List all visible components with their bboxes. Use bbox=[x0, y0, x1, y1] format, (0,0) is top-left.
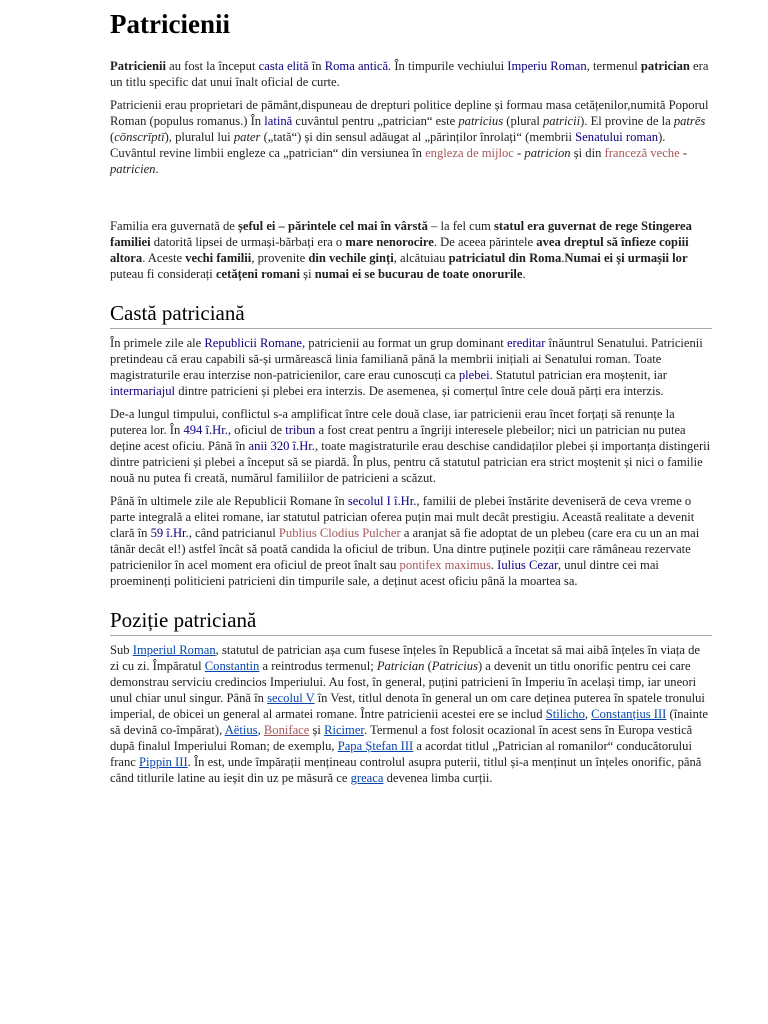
article-link[interactable]: plebei bbox=[458, 368, 490, 382]
article-link[interactable]: Ricimer bbox=[324, 723, 364, 737]
text-run: în bbox=[308, 59, 325, 73]
text-run: statul era guvernat de rege bbox=[494, 219, 638, 233]
text-run: . bbox=[522, 267, 526, 281]
text-run: . Aceste bbox=[142, 251, 186, 265]
text-run: Patricienii bbox=[110, 59, 166, 73]
text-run: - bbox=[513, 146, 525, 160]
text-run: . bbox=[561, 251, 565, 265]
text-run: din vechile ginți bbox=[308, 251, 394, 265]
spacer bbox=[110, 289, 712, 299]
article-link[interactable]: Iulius Cezar bbox=[497, 558, 558, 572]
section-heading-caste: Castă patriciană bbox=[110, 299, 712, 329]
text-run: Patrician bbox=[376, 659, 425, 673]
text-run: . Termenul a fost folosit ocazional în acest sens în Europa vestică după finalul Imperiului Roman; de exemplu, bbox=[110, 723, 693, 753]
article-link[interactable]: Constantin bbox=[204, 659, 260, 673]
article-link[interactable]: Senatului roman bbox=[575, 130, 659, 144]
text-run: . În est, unde împărații mențineau controlul asupra puterii, titlul și-a menținut un înțeles onorific, până când titlurile latine au ieșit din uz pe măsură ce bbox=[110, 755, 702, 785]
article-link[interactable]: intermariajul bbox=[110, 384, 176, 398]
text-run: („tată“) și din sensul adăugat al „părinților înrolați“ (membrii bbox=[260, 130, 576, 144]
text-run: . De aceea părintele bbox=[433, 235, 537, 249]
article-link[interactable]: 494 î.Hr. bbox=[183, 423, 228, 437]
text-run: înăuntrul Senatului. Patricienii pretindeau că erau capabili să-și urmărească linia familiană până la membrii inițiali ai Senatului roman. Toate magistraturile erau interzise non-patricienilor, care erau cunoscuți ca bbox=[110, 336, 703, 382]
text-run: - bbox=[679, 146, 688, 160]
text-run: ) a devenit un titlu onorific pentru cei care demonstrau serviciu credincios Imperiului. Au fost, în general, puțini patricieni în Imperiu în același timp, iar uneori unul chiar unul singur. Până în bbox=[110, 659, 697, 705]
intro-paragraph-2 bbox=[110, 97, 712, 177]
text-run: De-a lungul timpului, conflictul s-a amplificat între cele două clase, iar patricienii erau încet forțați să renunțe la puterea lor. În bbox=[110, 407, 675, 437]
text-run: ( bbox=[110, 130, 115, 144]
text-run: patrēs bbox=[673, 114, 706, 128]
text-run: patricien bbox=[110, 162, 156, 176]
caste-paragraph-1 bbox=[110, 335, 712, 399]
text-run: . bbox=[155, 162, 159, 176]
text-run: și din bbox=[570, 146, 605, 160]
text-run: . Statutul patrician era moștenit, iar bbox=[489, 368, 667, 382]
text-run: , alcătuiau bbox=[393, 251, 449, 265]
caste-paragraph-3 bbox=[110, 493, 712, 589]
article-link[interactable]: Roma antică bbox=[324, 59, 389, 73]
text-run: patricius bbox=[458, 114, 504, 128]
text-run: au fost la început bbox=[165, 59, 259, 73]
text-run: ). Cuvântul revine limbii engleze ca „patrician“ din versiunea în bbox=[110, 130, 666, 160]
article-link[interactable]: Republicii Romane bbox=[204, 336, 302, 350]
text-run: , statutul de patrician așa cum fusese înțeles în Republică a încetat să mai aibă înțeles în viața de zi cu zi. Împăratul bbox=[110, 643, 700, 673]
text-run: Până în ultimele zile ale Republicii Romane în bbox=[110, 494, 348, 508]
article-link[interactable]: Constanțius III bbox=[591, 707, 667, 721]
article-link[interactable]: secolul I î.Hr. bbox=[347, 494, 417, 508]
text-run: cōnscrīptī bbox=[114, 130, 165, 144]
intro-paragraph-3 bbox=[110, 218, 712, 282]
text-run: Familia era guvernată de bbox=[110, 219, 238, 233]
spacer bbox=[110, 596, 712, 606]
text-run: , bbox=[584, 707, 592, 721]
text-run: . În timpurile vechiului bbox=[388, 59, 508, 73]
text-run: patricii bbox=[543, 114, 581, 128]
article-link[interactable]: Imperiul Roman bbox=[132, 643, 216, 657]
text-run: , când patricianul bbox=[188, 526, 279, 540]
text-run: ). El provine de la bbox=[580, 114, 674, 128]
text-run: patricion bbox=[524, 146, 571, 160]
section-heading-position: Poziție patriciană bbox=[110, 606, 712, 636]
article-link[interactable]: engleza de mijloc bbox=[425, 146, 514, 160]
text-run: a aranjat să fie adoptat de un plebeu (care era cu un an mai tânăr decât el!) astfel încât să poată candida la oficiul de tribun. Una dintre puținele poziții care rămâneau rezervate patricienilor în acel moment era oficiul de preot înalt sau bbox=[110, 526, 700, 572]
text-run: , oficiul de bbox=[227, 423, 286, 437]
text-run: , familii de plebei înstărite deveniseră de ceva vreme o parte integrală a elitei romane, iar statutul patrician oferea puțin mai mult decât prestigiu. Această realitate a devenit clară în bbox=[110, 494, 695, 540]
article-link[interactable]: 59 î.Hr. bbox=[150, 526, 189, 540]
article-link[interactable]: Aëtius bbox=[224, 723, 258, 737]
text-run: , unul dintre cei mai proeminenți politicieni patricieni din timpurile sale, a deținut acest oficiu până la moartea sa. bbox=[110, 558, 659, 588]
position-paragraph-1 bbox=[110, 642, 712, 786]
text-run: , toate magistraturile erau deschise candidaților plebei și importanța distingerii dintre patricieni și plebei a început să se piardă. În plus, pentru că statutul patrician era strict moștenit și nici o familie nouă nu putea fi creată, numărul familiilor de patricieni a scăzut. bbox=[110, 439, 711, 485]
text-run: datorită lipsei de urmași-bărbați era o bbox=[150, 235, 346, 249]
text-run: patriciatul din Roma bbox=[448, 251, 562, 265]
text-run: . bbox=[490, 558, 498, 572]
caste-paragraph-2 bbox=[110, 406, 712, 486]
text-run: , bbox=[257, 723, 264, 737]
intro-paragraph-1 bbox=[110, 58, 712, 90]
article-link[interactable]: tribun bbox=[285, 423, 316, 437]
article-link[interactable]: anii 320 î.Hr. bbox=[248, 439, 315, 453]
text-run: a acordat titlul „Patrician al romanilor“ conducătorului franc bbox=[110, 739, 692, 769]
page-title: Patricienii bbox=[110, 9, 230, 39]
text-run: avea dreptul să înfieze copiii altora bbox=[110, 235, 689, 265]
text-run: a reintrodus termenul; bbox=[259, 659, 377, 673]
text-run: Patricienii erau proprietari de pământ,dispuneau de drepturi politice depline și formau masa cetățenilor,numită Poporul Roman (populus romanus.) În bbox=[110, 98, 709, 128]
article-link[interactable]: Boniface bbox=[263, 723, 310, 737]
text-run: și bbox=[300, 267, 315, 281]
text-run: devenea limba curții. bbox=[383, 771, 493, 785]
text-run: dintre patricieni și plebei era interzis. De asemenea, și comerțul între cele două părți era interzis. bbox=[175, 384, 664, 398]
text-run: ( bbox=[424, 659, 432, 673]
text-run: În primele zile ale bbox=[110, 336, 205, 350]
text-run: Sub bbox=[110, 643, 133, 657]
text-run: cuvântul pentru „patrician“ este bbox=[292, 114, 459, 128]
article-link[interactable]: casta elită bbox=[258, 59, 309, 73]
text-run: cetățeni romani bbox=[215, 267, 301, 281]
text-run: a fost creat pentru a îngriji interesele plebeilor; nici un patrician nu putea deține acest oficiu. Până în bbox=[110, 423, 686, 453]
article-link[interactable]: Papa Ștefan III bbox=[337, 739, 414, 753]
article-link[interactable]: franceză veche bbox=[604, 146, 680, 160]
text-run: (plural bbox=[503, 114, 543, 128]
article-link[interactable]: ereditar bbox=[506, 336, 546, 350]
article-link[interactable]: Publius Clodius Pulcher bbox=[278, 526, 401, 540]
text-run: numai ei se bucurau de toate onorurile bbox=[314, 267, 523, 281]
article-link[interactable]: greaca bbox=[350, 771, 384, 785]
article-link[interactable]: Pippin III bbox=[139, 755, 188, 769]
text-run: Numai ei și urmașii lor bbox=[564, 251, 688, 265]
text-run: pater bbox=[233, 130, 261, 144]
text-run: , provenite bbox=[251, 251, 309, 265]
text-run: , termenul bbox=[586, 59, 641, 73]
text-run: era un titlu specific dat unui înalt oficial de curte. bbox=[110, 59, 709, 89]
text-run: , patricienii au format un grup dominant bbox=[302, 336, 507, 350]
text-run: ), pluralul lui bbox=[164, 130, 234, 144]
text-run: puteau fi considerați bbox=[110, 267, 216, 281]
article-link[interactable]: secolul V bbox=[267, 691, 315, 705]
text-run: mare nenorocire bbox=[345, 235, 434, 249]
text-run: patrician bbox=[640, 59, 690, 73]
text-run: în Vest, titlul denota în general un om care deținea puterea în spatele tronului imperial, de obicei un general al armatei romane. Între patricienii acestei ere se includ bbox=[110, 691, 705, 721]
article-link[interactable]: Imperiu Roman bbox=[507, 59, 587, 73]
spacer bbox=[110, 184, 712, 218]
text-run: și bbox=[309, 723, 325, 737]
text-run: (înainte să devină co-împărat), bbox=[110, 707, 709, 737]
text-run: șeful ei – părintele cel mai în vârstă bbox=[237, 219, 428, 233]
text-run: Stingerea familiei bbox=[110, 219, 692, 249]
text-run: Patricius bbox=[431, 659, 478, 673]
text-run: vechi familii bbox=[185, 251, 252, 265]
article-link[interactable]: latină bbox=[264, 114, 293, 128]
text-run: – la fel cum bbox=[427, 219, 494, 233]
article-link[interactable]: pontifex maximus bbox=[399, 558, 491, 572]
article-link[interactable]: Stilicho bbox=[545, 707, 585, 721]
